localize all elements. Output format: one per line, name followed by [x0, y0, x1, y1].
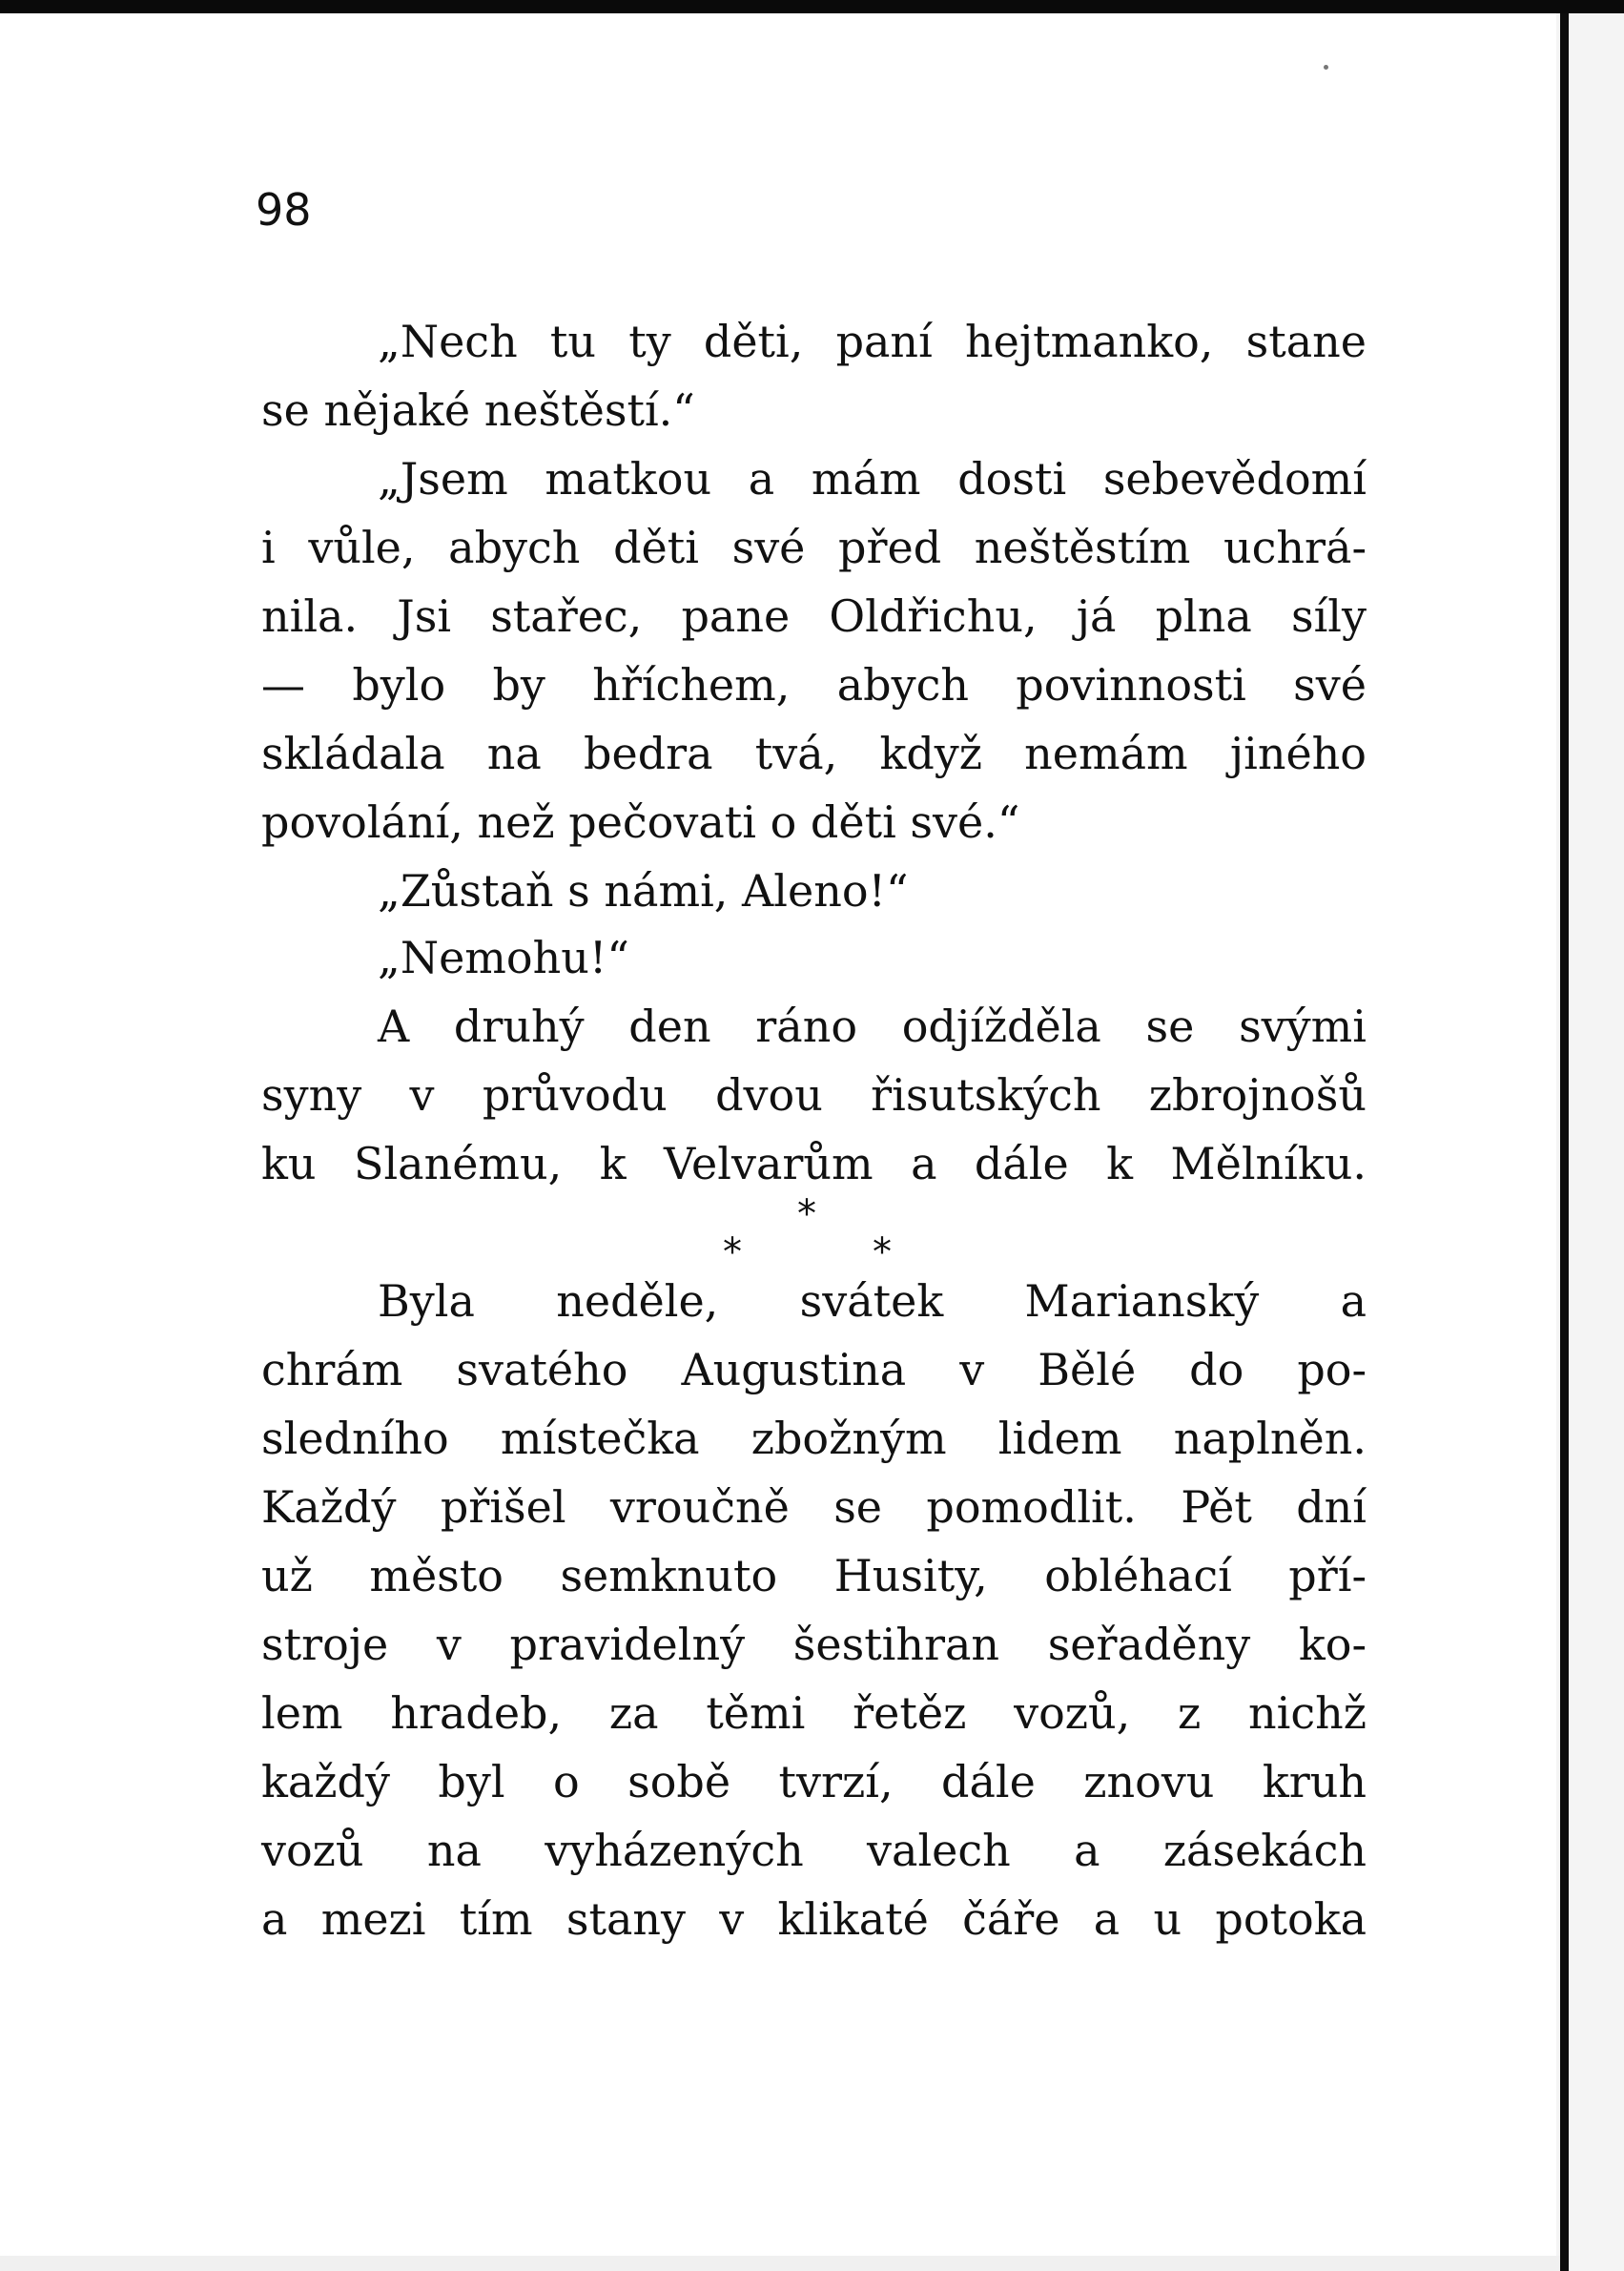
text-line: lem hradeb, za těmi řetěz vozů, z nichž — [261, 1687, 1367, 1739]
text-line: a mezi tím stany v klikaté čáře a u potoka — [261, 1893, 1367, 1945]
text-line: ku Slanému, k Velvarům a dále k Mělníku. — [261, 1138, 1367, 1189]
text-line: „Nech tu ty děti, paní hejtmanko, stane — [378, 316, 1367, 367]
text-line: A druhý den ráno odjížděla se svými — [378, 1001, 1367, 1052]
text-line: vozů na vyházených valech a zásekách — [261, 1825, 1367, 1876]
scan-right-border — [1560, 13, 1569, 2271]
asterisk: * — [723, 1230, 742, 1274]
text-line: Byla neděle, svátek Marianský a — [378, 1275, 1367, 1327]
text-line: sledního místečka zbožným lidem naplněn. — [261, 1413, 1367, 1464]
text-line: každý byl o sobě tvrzí, dále znovu kruh — [261, 1756, 1367, 1807]
text-line: i vůle, abych děti své před neštěstím uchrá- — [261, 522, 1367, 573]
text-line: nila. Jsi stařec, pane Oldřichu, já plna síly — [261, 590, 1367, 642]
text-line: — bylo by hříchem, abych povinnosti své — [261, 659, 1367, 711]
text-line: se nějaké neštěstí.“ — [261, 384, 695, 436]
text-line: chrám svatého Augustina v Bělé do po- — [261, 1344, 1367, 1395]
text-line: syny v průvodu dvou řisutských zbrojnošů — [261, 1069, 1367, 1121]
scan-speck — [1324, 65, 1328, 70]
text-line: „Nemohu!“ — [378, 932, 629, 983]
text-line: skládala na bedra tvá, když nemám jiného — [261, 728, 1367, 779]
asterisk: * — [797, 1192, 816, 1236]
text-line: Každý přišel vroučně se pomodlit. Pět dní — [261, 1481, 1367, 1533]
text-line: už město semknuto Husity, obléhací pří- — [261, 1550, 1367, 1601]
text-line: stroje v pravidelný šestihran seřaděny ko- — [261, 1619, 1367, 1670]
scan-top-border — [0, 0, 1624, 13]
page-number: 98 — [256, 184, 312, 236]
text-line: „Zůstaň s námi, Aleno!“ — [378, 865, 909, 917]
section-break-asterisks — [706, 1192, 896, 1274]
scan-bottom-strip — [0, 2256, 1560, 2271]
text-line: „Jsem matkou a mám dosti sebevědomí — [378, 453, 1367, 505]
asterisk: * — [873, 1230, 892, 1274]
text-line: povolání, než pečovati o děti své.“ — [261, 796, 1020, 848]
